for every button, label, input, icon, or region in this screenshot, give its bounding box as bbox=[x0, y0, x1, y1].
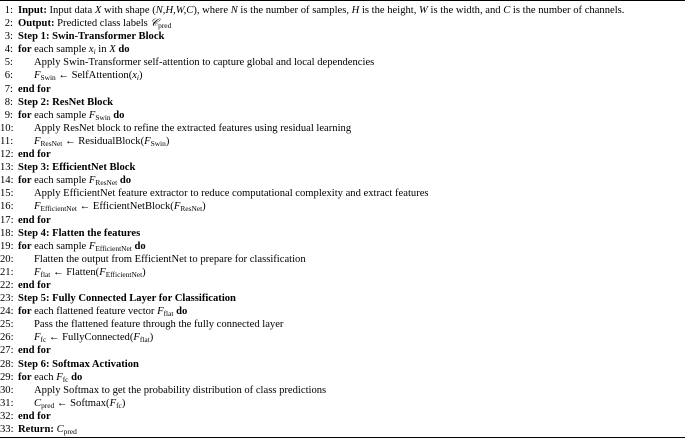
line-number: 26: bbox=[0, 332, 14, 344]
keyword: Step 6: Softmax Activation bbox=[18, 358, 139, 370]
text-run: Pass the flattened feature through the fully connected layer bbox=[34, 319, 284, 331]
keyword: Return: bbox=[18, 424, 54, 435]
algorithm-line bbox=[0, 384, 685, 397]
math-symbol: C bbox=[503, 5, 511, 16]
text-run: ← SelfAttention( bbox=[55, 70, 133, 82]
line-text bbox=[18, 240, 146, 253]
algorithm-line bbox=[0, 318, 685, 331]
text-run: Input data bbox=[46, 5, 95, 16]
line-text bbox=[18, 161, 135, 174]
line-text bbox=[34, 318, 283, 331]
line-text bbox=[18, 371, 82, 384]
line-number: 4: bbox=[4, 44, 13, 56]
algorithm-line bbox=[0, 135, 685, 148]
line-text bbox=[18, 4, 624, 17]
line-number: 21: bbox=[0, 266, 14, 278]
subscript: ResNet bbox=[180, 204, 203, 214]
algorithm-line bbox=[0, 266, 685, 279]
text-run: each flattened feature vector bbox=[31, 306, 158, 318]
algorithm-line bbox=[0, 227, 685, 240]
line-number: 32: bbox=[0, 410, 14, 422]
subscript: pred bbox=[41, 400, 55, 410]
line-text bbox=[18, 83, 51, 96]
line-number: 9: bbox=[4, 109, 13, 121]
line-text bbox=[18, 305, 187, 318]
keyword: Input: bbox=[18, 5, 47, 16]
subscript: EfficientNet bbox=[105, 269, 143, 279]
line-number: 3: bbox=[4, 31, 13, 43]
line-text bbox=[18, 109, 124, 122]
keyword: end for bbox=[18, 345, 51, 357]
line-text bbox=[18, 148, 51, 161]
line-number: 2: bbox=[4, 18, 13, 30]
line-number: 28: bbox=[0, 358, 14, 370]
math-symbol: F bbox=[34, 266, 41, 278]
math-symbol: X bbox=[109, 44, 116, 56]
algorithm-line bbox=[0, 4, 685, 17]
math-symbol: H bbox=[351, 5, 360, 16]
line-number: 23: bbox=[0, 293, 14, 305]
text-run: Flatten the output from EfficientNet to prepare for classification bbox=[34, 253, 306, 265]
subscript: flat bbox=[139, 335, 150, 345]
subscript: Swin bbox=[150, 138, 166, 148]
subscript: i bbox=[93, 47, 96, 57]
line-number: 16: bbox=[0, 201, 14, 213]
text-run: is the number of samples, bbox=[237, 5, 352, 16]
text-run: each bbox=[31, 371, 57, 383]
line-number: 25: bbox=[0, 319, 14, 331]
algorithm-line bbox=[0, 187, 685, 200]
subscript: pred bbox=[63, 427, 77, 436]
text-run: each sample bbox=[31, 44, 89, 56]
keyword: for bbox=[18, 371, 32, 383]
keyword: Step 2: ResNet Block bbox=[18, 96, 114, 108]
line-text bbox=[34, 187, 429, 200]
subscript: ResNet bbox=[40, 138, 63, 148]
keyword: end for bbox=[18, 149, 51, 161]
math-symbol: F bbox=[34, 332, 41, 344]
algorithm-line bbox=[0, 122, 685, 135]
line-text bbox=[34, 200, 206, 213]
line-text bbox=[34, 253, 306, 266]
line-text bbox=[18, 423, 77, 436]
algorithm-line bbox=[0, 148, 685, 161]
line-number: 6: bbox=[4, 70, 13, 82]
algorithm-line bbox=[0, 17, 685, 30]
math-symbol: F bbox=[34, 70, 41, 82]
text-run: Apply Swin-Transformer self-attention to capture global and local dependencies bbox=[34, 57, 375, 69]
line-text bbox=[34, 331, 153, 344]
math-symbol: F bbox=[34, 135, 41, 147]
algorithm-line bbox=[0, 174, 685, 187]
math-symbol: F bbox=[109, 397, 117, 409]
algorithm-line bbox=[0, 305, 685, 318]
algorithm-line bbox=[0, 96, 685, 109]
line-number: 15: bbox=[0, 188, 14, 200]
algorithm-line bbox=[0, 200, 685, 213]
subscript: EfficientNet bbox=[40, 204, 77, 214]
line-number: 5: bbox=[4, 57, 13, 69]
algorithm-line bbox=[0, 253, 685, 266]
subscript: EfficientNet bbox=[95, 243, 132, 253]
line-number: 8: bbox=[4, 96, 13, 108]
text-run: each sample bbox=[31, 240, 89, 252]
line-number: 11: bbox=[0, 135, 14, 147]
algorithm-line bbox=[0, 83, 685, 96]
text-run: Apply Softmax to get the probability distribution of class predictions bbox=[34, 384, 327, 396]
line-text bbox=[34, 266, 146, 279]
text-run: ) bbox=[138, 70, 143, 82]
algorithm-line bbox=[0, 279, 685, 292]
text-run: each sample bbox=[31, 109, 89, 121]
line-number: 18: bbox=[0, 227, 14, 239]
line-text bbox=[34, 384, 326, 397]
keyword: for bbox=[18, 240, 32, 252]
math-symbol: C bbox=[56, 424, 64, 435]
math-symbol: F bbox=[99, 266, 106, 278]
subscript: ResNet bbox=[95, 178, 118, 188]
text-run: Apply ResNet block to refine the extracted features using residual learning bbox=[34, 122, 352, 134]
text-run: ← EfficientNetBlock( bbox=[76, 201, 174, 213]
subscript: flat bbox=[163, 309, 174, 319]
subscript: Swin bbox=[40, 73, 56, 83]
keyword: for bbox=[18, 175, 32, 187]
math-symbol: W bbox=[419, 5, 428, 16]
line-number: 31: bbox=[0, 397, 14, 409]
math-symbol: X bbox=[94, 5, 102, 16]
algorithm-line bbox=[0, 358, 685, 371]
line-text bbox=[34, 397, 125, 410]
text-run: ← Flatten( bbox=[50, 266, 100, 278]
algorithm-line bbox=[0, 161, 685, 174]
line-number: 29: bbox=[0, 371, 14, 383]
line-number: 24: bbox=[0, 306, 14, 318]
line-text bbox=[18, 292, 236, 305]
line-text bbox=[18, 279, 51, 292]
algorithm-line bbox=[0, 423, 685, 436]
line-text bbox=[34, 56, 374, 69]
text-run: ← ResidualBlock( bbox=[62, 135, 145, 147]
keyword: for bbox=[18, 44, 32, 56]
keyword: do bbox=[134, 240, 146, 252]
line-text bbox=[34, 122, 351, 135]
algorithm-line bbox=[0, 69, 685, 82]
algorithm-line bbox=[0, 109, 685, 122]
algorithm-line bbox=[0, 371, 685, 384]
text-run: ) bbox=[142, 266, 146, 278]
math-symbol: F bbox=[56, 371, 63, 383]
algorithm-line bbox=[0, 331, 685, 344]
math-symbol: F bbox=[144, 135, 151, 147]
keyword: do bbox=[113, 109, 125, 121]
line-text bbox=[18, 43, 130, 56]
math-symbol: x bbox=[88, 44, 94, 56]
keyword: do bbox=[119, 175, 132, 187]
math-symbol: N bbox=[230, 5, 238, 16]
text-run: ) bbox=[121, 397, 126, 409]
algorithm-line bbox=[0, 397, 685, 410]
math-symbol: N,H,W,C bbox=[155, 5, 194, 16]
text-run: each sample bbox=[31, 175, 89, 187]
keyword: for bbox=[18, 109, 32, 121]
text-run: in bbox=[95, 44, 110, 56]
line-number: 30: bbox=[0, 384, 14, 396]
text-run: Apply EfficientNet feature extractor to reduce computational complexity and extract features bbox=[34, 188, 429, 200]
text-run: ) bbox=[165, 135, 170, 147]
keyword: end for bbox=[18, 83, 51, 95]
keyword: do bbox=[71, 371, 83, 383]
keyword: Step 3: EfficientNet Block bbox=[18, 162, 136, 174]
text-run: ← FullyConnected( bbox=[46, 332, 134, 344]
math-symbol: F bbox=[88, 175, 96, 187]
line-number: 13: bbox=[0, 162, 14, 174]
algorithm-line bbox=[0, 410, 685, 423]
subscript: fc bbox=[40, 335, 47, 345]
keyword: Step 1: Swin-Transformer Block bbox=[18, 31, 165, 43]
line-number: 1: bbox=[4, 5, 13, 16]
text-run: is the height, bbox=[359, 5, 420, 16]
math-symbol: 𝒞 bbox=[150, 18, 159, 30]
algorithm-line bbox=[0, 43, 685, 56]
line-number: 10: bbox=[0, 122, 14, 134]
math-symbol: F bbox=[133, 332, 140, 344]
math-symbol: F bbox=[88, 240, 96, 252]
text-run: is the width, and bbox=[427, 5, 504, 16]
math-symbol: F bbox=[173, 201, 181, 213]
line-text bbox=[18, 344, 51, 357]
text-run: ) bbox=[149, 332, 154, 344]
keyword: end for bbox=[18, 214, 51, 226]
line-text bbox=[18, 96, 113, 109]
keyword: end for bbox=[18, 410, 51, 422]
subscript: fc bbox=[62, 374, 69, 384]
line-text bbox=[18, 17, 171, 30]
keyword: Step 5: Fully Connected Layer for Classification bbox=[18, 293, 236, 305]
subscript: Swin bbox=[95, 112, 111, 122]
line-text bbox=[34, 69, 143, 82]
math-symbol: F bbox=[88, 109, 96, 121]
line-number: 27: bbox=[0, 345, 14, 357]
line-text bbox=[18, 214, 51, 227]
keyword: for bbox=[18, 306, 32, 318]
subscript: pred bbox=[158, 21, 172, 31]
math-symbol: F bbox=[34, 201, 41, 213]
line-number: 22: bbox=[0, 279, 14, 291]
keyword: end for bbox=[18, 279, 51, 291]
line-number: 20: bbox=[0, 253, 14, 265]
algorithm-line bbox=[0, 56, 685, 69]
math-symbol: C bbox=[34, 397, 42, 409]
keyword: Step 4: Flatten the features bbox=[18, 227, 141, 239]
text-run: ), where bbox=[193, 5, 231, 16]
text-run: ) bbox=[202, 201, 206, 213]
text-run: is the number of channels. bbox=[510, 5, 625, 16]
line-text bbox=[18, 410, 51, 423]
line-number: 33: bbox=[0, 424, 14, 435]
keyword: Output: bbox=[18, 18, 55, 30]
line-number: 12: bbox=[0, 149, 14, 161]
line-text bbox=[18, 358, 139, 371]
text-run: with shape ( bbox=[101, 5, 156, 16]
text-run: Predicted class labels bbox=[54, 18, 151, 30]
line-number: 19: bbox=[0, 240, 14, 252]
keyword: do bbox=[176, 306, 188, 318]
text-run: ← Softmax( bbox=[54, 397, 110, 409]
subscript: flat bbox=[40, 269, 51, 279]
line-text bbox=[18, 227, 140, 240]
subscript: i bbox=[136, 73, 139, 83]
algorithm-line bbox=[0, 344, 685, 357]
algorithm-line bbox=[0, 240, 685, 253]
line-text bbox=[34, 135, 169, 148]
line-text bbox=[18, 30, 164, 43]
line-number: 14: bbox=[0, 175, 14, 187]
math-symbol: F bbox=[157, 306, 164, 318]
subscript: fc bbox=[116, 400, 122, 410]
line-number: 7: bbox=[4, 83, 13, 95]
algorithm-line bbox=[0, 30, 685, 43]
line-number: 17: bbox=[0, 214, 14, 226]
keyword: do bbox=[118, 44, 130, 56]
algorithm-line bbox=[0, 292, 685, 305]
line-text bbox=[18, 174, 131, 187]
algorithm-line bbox=[0, 214, 685, 227]
math-symbol: x bbox=[132, 70, 137, 82]
